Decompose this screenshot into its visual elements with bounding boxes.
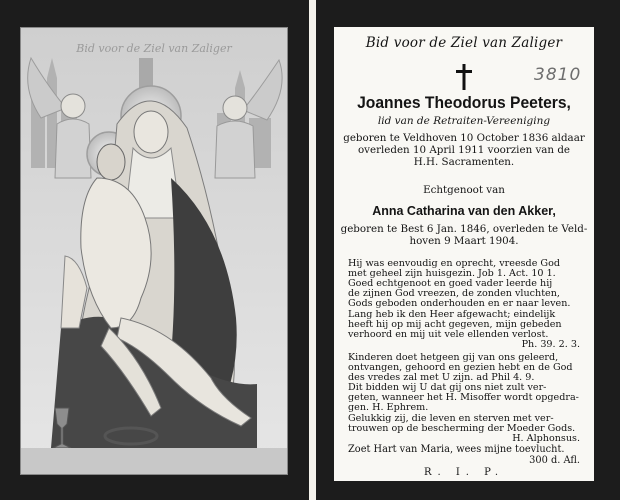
rip-line: R. I. P.: [423, 467, 505, 478]
picture-caption: Bid voor de Ziel van Zaliger: [76, 42, 232, 55]
verse-line: heeft hij op mij acht gegeven, mijn gebeden: [348, 318, 562, 330]
spouse-name: Anna Catharina van den Akker,: [372, 204, 556, 218]
verse-line: Gelukkig zij, die leven en sterven met ver-: [348, 412, 554, 424]
bio-line: H.H. Sacramenten.: [413, 156, 515, 168]
verse-line: verhoord en mij uit vele ellenden verlost.: [348, 328, 549, 340]
membership-line: lid van de Retraiten-Vereeniging: [377, 115, 551, 127]
card-header: Bid voor de Ziel van Zaliger: [365, 35, 563, 51]
verse-line: geten, wanneer het H. Misoffer wordt opgedra-: [348, 392, 579, 404]
verse-reference: Ph. 39. 2. 3.: [521, 338, 580, 350]
bio-line: overleden 10 April 1911 voorzien van de: [357, 144, 571, 156]
verse-line: Dit bidden wij U dat gij ons niet zult ver-: [348, 382, 547, 394]
spouse-intro: Echtgenoot van: [423, 184, 505, 196]
verse-line: met geheel zijn huisgezin. Job 1. Act. 10 1.: [348, 268, 556, 280]
bio-line: geboren te Veldhoven 10 October 1836 aldaar: [343, 132, 585, 144]
verse-line: Goed echtgenoot en goed vader leerde hij: [348, 278, 553, 290]
deceased-name: Joannes Theodorus Peeters,: [357, 93, 571, 112]
pieta-illustration: [20, 27, 288, 475]
verse-line: des vredes zal met U zijn. ad Phil 4. 9.: [348, 372, 535, 384]
closing-prayer: Zoet Hart van Maria, wees mijne toevlucht.: [348, 444, 565, 455]
spouse-bio-line: geboren te Best 6 Jan. 1846, overleden te Veld-: [340, 223, 588, 235]
verse-line: Kinderen doet hetgeen gij van ons geleerd,: [348, 351, 559, 363]
latin-cross-icon: [453, 62, 475, 92]
spouse-bio-line: hoven 9 Maart 1904.: [409, 235, 519, 247]
verse-line: Hij was eenvoudig en oprecht, vreesde God: [348, 258, 560, 269]
verse-reference: H. Alphonsus.: [512, 432, 580, 444]
handwritten-number: 3810: [534, 65, 582, 85]
verse-line: trouwen op de bescherming der Moeder Gods.: [348, 422, 576, 434]
verse-line: ontvangen, gehoord en gezien hebt en de God: [348, 362, 573, 373]
verse-line: de zijnen God vreezen, de zonden vluchten,: [348, 288, 560, 300]
verse-line: Lang heb ik den Heer afgewacht; eindelijk: [348, 308, 556, 320]
text-card: [334, 27, 594, 481]
verse-line: Gods geboden onderhouden en er naar leven.: [348, 298, 571, 310]
indulgence-note: 300 d. Afl.: [529, 455, 580, 466]
verse-line: gen. H. Ephrem.: [348, 402, 429, 414]
